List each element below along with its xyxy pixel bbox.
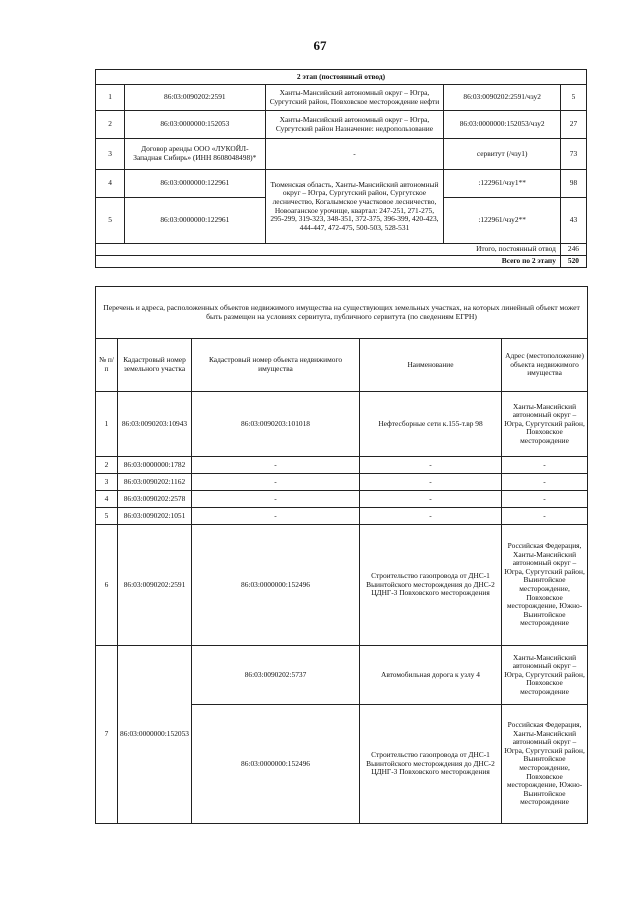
- object-address: -: [502, 457, 588, 474]
- object-name: Автомобильная дорога к узлу 4: [360, 646, 502, 705]
- object-name: Строительство газопровода от ДНС-1 Выинтойского месторождения до ДНС-2 ЦДНГ-3 Повховского месторождения: [360, 525, 502, 646]
- address: Тюменская область, Ханты-Мансийский автономный округ – Югра, Сургутский район, Сургутское лесничество, Когалымское участковое лесничество, Новоаганское урочище, квартал: 247-251, 271-275, 295-299, 319-323, 348-351, 372-375, 396-399, 420-423, 444-447, 472-475, 500-503, 528-531: [265, 170, 444, 244]
- total-row: [96, 244, 587, 256]
- row-number: 2: [96, 111, 125, 139]
- stage2-title: 2 этап (постоянный отвод): [96, 70, 587, 85]
- row-number: 3: [96, 139, 125, 170]
- cadastral-number: 86:03:0000000:122961: [125, 198, 265, 244]
- object-name: -: [360, 457, 502, 474]
- object-address: Российская Федерация, Ханты-Мансийский автономный округ – Югра, Сургутский район, Выинтойское месторождение, Повховское месторождение, Южно-Выинтойское месторождение: [502, 705, 588, 824]
- object-address: -: [502, 474, 588, 491]
- row-number: 4: [96, 170, 125, 198]
- object-cadastral: -: [192, 508, 360, 525]
- table-row: [96, 646, 588, 705]
- row-number: 4: [96, 491, 118, 508]
- object-address: -: [502, 491, 588, 508]
- cadastral-number: 86:03:0090202:1051: [118, 508, 192, 525]
- object-name: Строительство газопровода от ДНС-1 Выинтойского месторождения до ДНС-2 ЦДНГ-3 Повховского месторождения: [360, 705, 502, 824]
- area: 73: [560, 139, 586, 170]
- area: 98: [560, 170, 586, 198]
- area: 5: [560, 85, 586, 111]
- total-label: Итого, постоянный отвод: [96, 244, 561, 256]
- header-row: [96, 339, 588, 392]
- header-n: № п/п: [96, 339, 118, 392]
- object-name: Нефтесборные сети к.155-т.вр 98: [360, 392, 502, 457]
- page-number: 67: [313, 38, 327, 53]
- object-name: -: [360, 508, 502, 525]
- table-row: [96, 392, 588, 457]
- part-number: 86:03:0000000:152053/чзу2: [444, 111, 560, 139]
- object-cadastral: -: [192, 474, 360, 491]
- intro-text: Перечень и адреса, расположенных объектов недвижимого имущества на существующих земельных участках, на которых линейный объект может быть размещен на условиях сервитута, публичного сервитута (по сведениям ЕГРН): [96, 287, 588, 339]
- row-number: 2: [96, 457, 118, 474]
- table-row: [96, 85, 587, 111]
- table-row: [96, 111, 587, 139]
- total-value: 246: [560, 244, 586, 256]
- table-row: [96, 457, 588, 474]
- row-number: 1: [96, 85, 125, 111]
- grand-total-label: Всего по 2 этапу: [96, 256, 561, 268]
- address: Ханты-Мансийский автономный округ – Югра, Сургутский район Назначение: недропользование: [265, 111, 444, 139]
- row-number: 1: [96, 392, 118, 457]
- table-row: [96, 170, 587, 198]
- row-number: 3: [96, 474, 118, 491]
- part-number: :122961/чзу1**: [444, 170, 560, 198]
- stage2-table: [95, 69, 587, 268]
- row-number: 6: [96, 525, 118, 646]
- cadastral-number: 86:03:0090202:2578: [118, 491, 192, 508]
- object-cadastral: -: [192, 491, 360, 508]
- grand-total-row: [96, 256, 587, 268]
- address: -: [265, 139, 444, 170]
- table-row: [96, 474, 588, 491]
- area: 43: [560, 198, 586, 244]
- object-cadastral: 86:03:0000000:152496: [192, 705, 360, 824]
- object-name: -: [360, 474, 502, 491]
- object-cadastral: -: [192, 457, 360, 474]
- cadastral-number: 86:03:0090203:10943: [118, 392, 192, 457]
- object-name: -: [360, 491, 502, 508]
- header-object-cadastral: Кадастровый номер объекта недвижимого имущества: [192, 339, 360, 392]
- cadastral-number: 86:03:0090202:2591: [118, 525, 192, 646]
- object-cadastral: 86:03:0090202:5737: [192, 646, 360, 705]
- object-cadastral: 86:03:0000000:152496: [192, 525, 360, 646]
- table-row: [96, 139, 587, 170]
- intro-row: [96, 287, 588, 339]
- object-address: Ханты-Мансийский автономный округ – Югра, Сургутский район, Повховское месторождение: [502, 392, 588, 457]
- header-address: Адрес (местоположение) объекта недвижимого имущества: [502, 339, 588, 392]
- part-number: :122961/чзу2**: [444, 198, 560, 244]
- address: Ханты-Мансийский автономный округ – Югра, Сургутский район, Повховское месторождение нефти: [265, 85, 444, 111]
- table-row: [96, 508, 588, 525]
- header-name: Наименование: [360, 339, 502, 392]
- object-cadastral: 86:03:0090203:101018: [192, 392, 360, 457]
- lease-agreement: Договор аренды ООО «ЛУКОЙЛ-Западная Сибирь» (ИНН 8608048498)*: [125, 139, 265, 170]
- part-number: 86:03:0090202:2591/чзу2: [444, 85, 560, 111]
- table-row: [96, 491, 588, 508]
- table-row: [96, 525, 588, 646]
- row-number: 5: [96, 508, 118, 525]
- stage2-title-row: [96, 70, 587, 85]
- cadastral-number: 86:03:0000000:152053: [125, 111, 265, 139]
- cadastral-number: 86:03:0090202:1162: [118, 474, 192, 491]
- object-address: Ханты-Мансийский автономный округ – Югра, Сургутский район, Повховское месторождение: [502, 646, 588, 705]
- header-cadastral: Кадастровый номер земельного участка: [118, 339, 192, 392]
- object-address: -: [502, 508, 588, 525]
- cadastral-number: 86:03:0000000:122961: [125, 170, 265, 198]
- row-number: 5: [96, 198, 125, 244]
- row-number: 7: [96, 646, 118, 824]
- cadastral-number: 86:03:0090202:2591: [125, 85, 265, 111]
- grand-total-value: 520: [560, 256, 586, 268]
- object-address: Российская Федерация, Ханты-Мансийский автономный округ – Югра, Сургутский район, Выинтойское месторождение, Повховское месторождение, Южно-Выинтойское месторождение: [502, 525, 588, 646]
- parcels-table: [95, 286, 588, 824]
- cadastral-number: 86:03:0000000:152053: [118, 646, 192, 824]
- area: 27: [560, 111, 586, 139]
- cadastral-number: 86:03:0000000:1782: [118, 457, 192, 474]
- part-number: сервитут (/чзу1): [444, 139, 560, 170]
